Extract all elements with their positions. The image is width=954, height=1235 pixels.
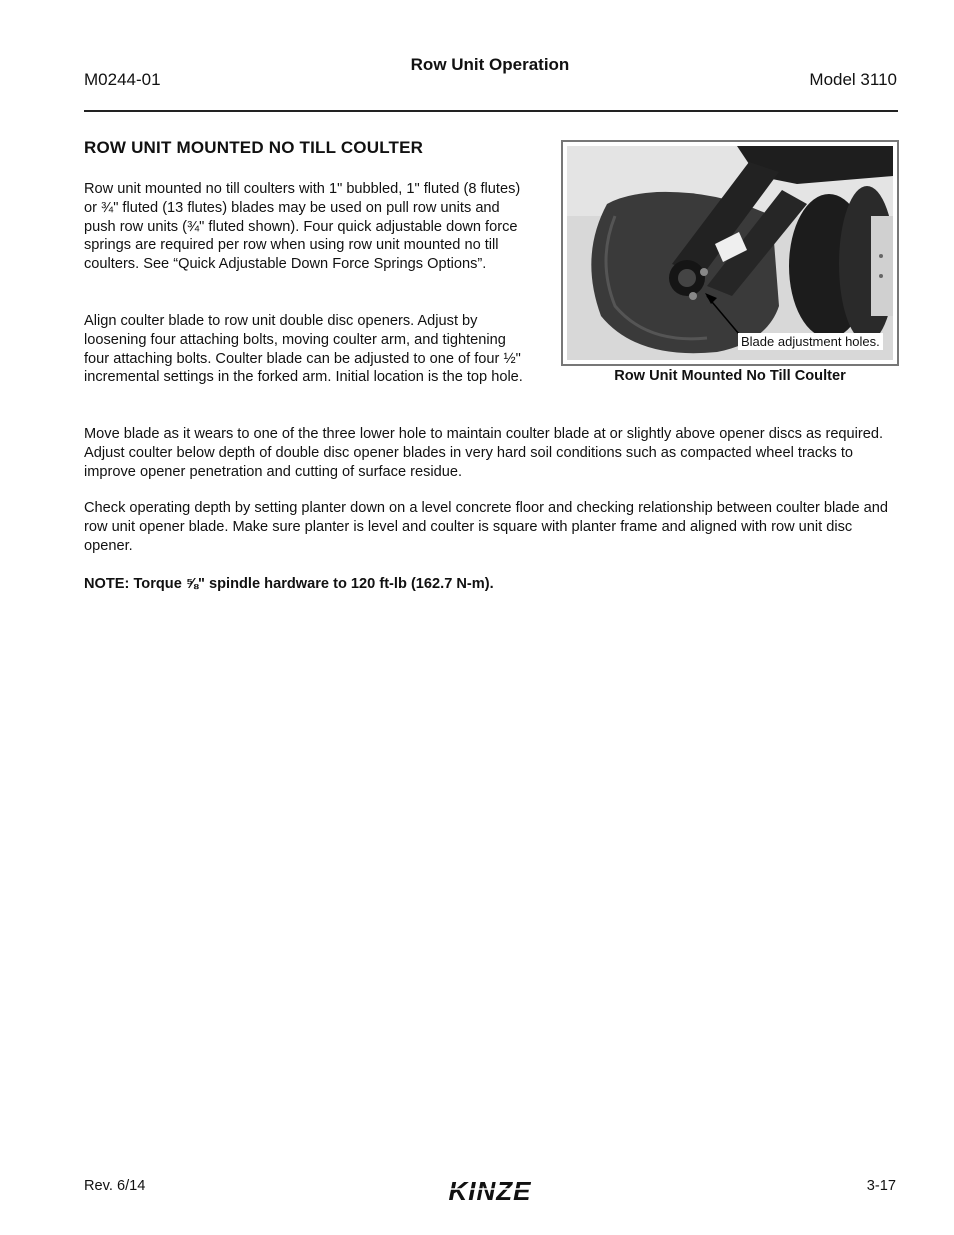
- kinze-logo: [430, 1176, 550, 1206]
- paragraph-4: Check operating depth by setting planter down on a level concrete floor and checking relationship between coulter blade and row unit opener blade. Make sure planter is level and coulter is square with planter frame and aligned with row unit disc opener.: [84, 500, 888, 554]
- coulter-figure: [561, 140, 899, 366]
- model-label: Model 3110: [809, 70, 897, 89]
- document-number: M0244-01: [84, 70, 161, 89]
- paragraph-3: Move blade as it wears to one of the three lower hole to maintain coulter blade at or slightly above opener discs as required. Adjust coulter below depth of double disc opener blades in very hard soil conditions such as compacted wheel tracks to improve opener penetration and cutting of surface residue.: [84, 426, 884, 480]
- torque-note: NOTE: Torque ⅝" spindle hardware to 120 ft-lb (162.7 N-m).: [84, 576, 494, 592]
- page-number: 3-17: [866, 1178, 896, 1194]
- revision-label: Rev. 6/14: [84, 1178, 146, 1194]
- header-divider: [84, 110, 898, 112]
- section-title: ROW UNIT MOUNTED NO TILL COULTER: [84, 138, 424, 157]
- section-header: Row Unit Operation: [410, 55, 570, 74]
- figure-caption: Row Unit Mounted No Till Coulter: [614, 368, 846, 384]
- figure-callout: Blade adjustment holes.: [738, 333, 883, 350]
- paragraph-2: Align coulter blade to row unit double disc openers. Adjust by loosening four attaching bolts, moving coulter arm, and tightening four attaching bolts. Coulter blade can be adjusted to one of four ½" incremental settings in the forked arm. Initial location is the top hole.: [84, 313, 523, 386]
- coulter-photo: [567, 146, 893, 360]
- paragraph-1: Row unit mounted no till coulters with 1" bubbled, 1" fluted (8 flutes) or ¾" fluted (13 flutes) blades may be used on pull row units and push row units (¾" fluted shown). Four quick adjustable down force springs are required per row when using row unit mounted no till coulters. See “Quick Adjustable Down Force Springs Options”.: [84, 181, 521, 273]
- logo-wordmark: KINZE: [448, 1176, 532, 1206]
